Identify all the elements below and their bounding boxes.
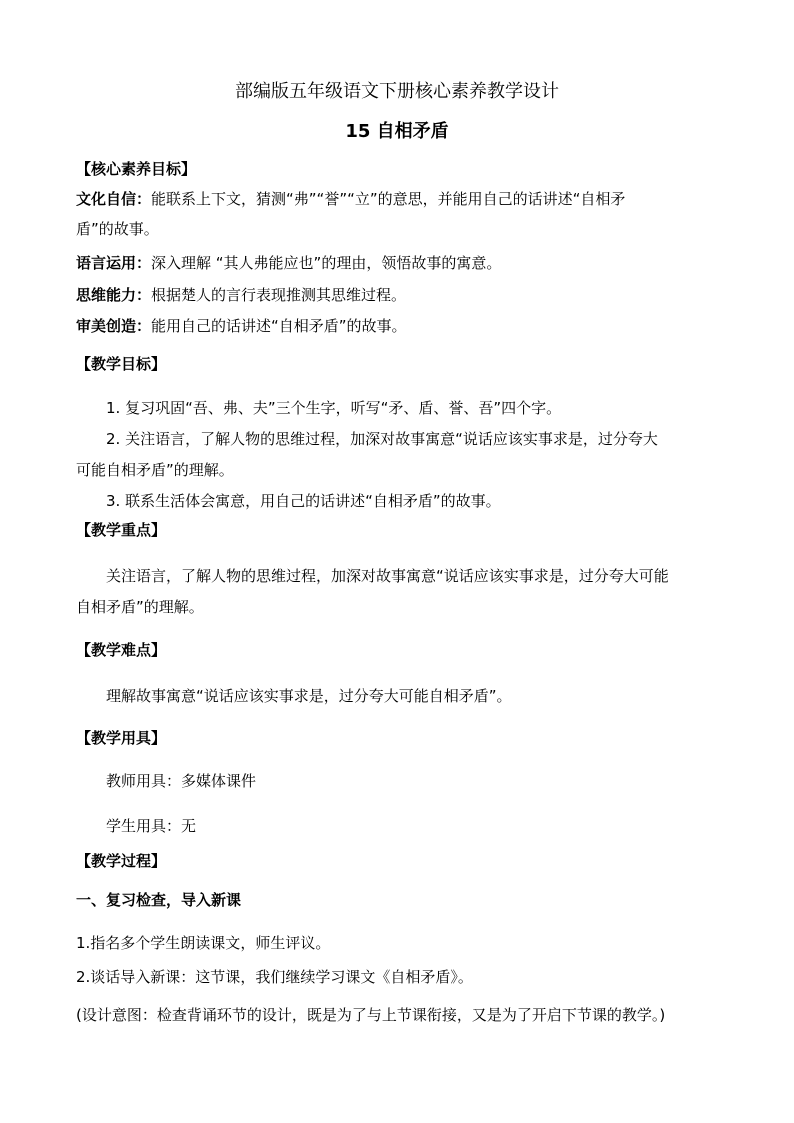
core-goal-thinking	[76, 284, 736, 306]
tools-heading: 【教学用具】	[76, 729, 167, 747]
core-goal-culture-cont: 盾”的故事。	[76, 220, 159, 238]
core-goal-aesthetic	[76, 315, 736, 337]
key-points-text-cont: 自相矛盾”的理解。	[76, 598, 204, 616]
process-section-1: 一、复习检查，导入新课	[76, 891, 242, 909]
process-step-2: 2.谈话导入新课：这节课，我们继续学习课文《自相矛盾》。	[76, 968, 473, 986]
core-goal-label: 文化自信：	[76, 190, 152, 208]
key-points-text: 关注语言，了解人物的思维过程，加深对故事寓意“说话应该实事求是，过分夸大可能	[106, 567, 669, 585]
document-title: 部编版五年级语文下册核心素养教学设计	[235, 81, 559, 102]
core-goal-text: 深入理解 “其人弗能应也”的理由，领悟故事的寓意。	[151, 254, 502, 272]
core-goal-culture	[76, 188, 736, 210]
teaching-goal-2: 2. 关注语言，了解人物的思维过程，加深对故事寓意“说话应该实事求是，过分夸大	[106, 430, 658, 448]
core-goal-label: 审美创造：	[76, 317, 152, 335]
core-goal-text: 能用自己的话讲述“自相矛盾”的故事。	[151, 317, 407, 335]
difficulties-heading: 【教学难点】	[76, 641, 167, 659]
design-note: (设计意图：检查背诵环节的设计，既是为了与上节课衔接，又是为了开启下节课的教学。)	[76, 1006, 666, 1024]
student-tools: 学生用具：无	[106, 817, 197, 835]
core-goal-text: 能联系上下文，猜测“弗”“誉”“立”的意思，并能用自己的话讲述“自相矛	[151, 190, 626, 208]
key-points-heading: 【教学重点】	[76, 521, 167, 539]
teaching-goal-1: 1. 复习巩固“吾、弗、夫”三个生字，听写“矛、盾、誉、吾”四个字。	[106, 399, 562, 417]
teaching-goals-heading: 【教学目标】	[76, 355, 167, 373]
core-goal-label: 思维能力：	[76, 286, 152, 304]
core-goal-language	[76, 252, 736, 274]
teaching-goal-2-cont: 可能自相矛盾”的理解。	[76, 461, 234, 479]
core-goal-text: 根据楚人的言行表现推测其思维过程。	[151, 286, 407, 304]
teacher-tools: 教师用具：多媒体课件	[106, 772, 257, 790]
lesson-title: 15 自相矛盾	[345, 121, 449, 142]
core-goal-label: 语言运用：	[76, 254, 152, 272]
core-goals-heading: 【核心素养目标】	[76, 160, 197, 178]
teaching-goal-3: 3. 联系生活体会寓意，用自己的话讲述“自相矛盾”的故事。	[106, 492, 501, 510]
difficulties-text: 理解故事寓意“说话应该实事求是，过分夸大可能自相矛盾”。	[106, 687, 512, 705]
process-heading: 【教学过程】	[76, 852, 167, 870]
process-step-1: 1.指名多个学生朗读课文，师生评议。	[76, 934, 331, 952]
